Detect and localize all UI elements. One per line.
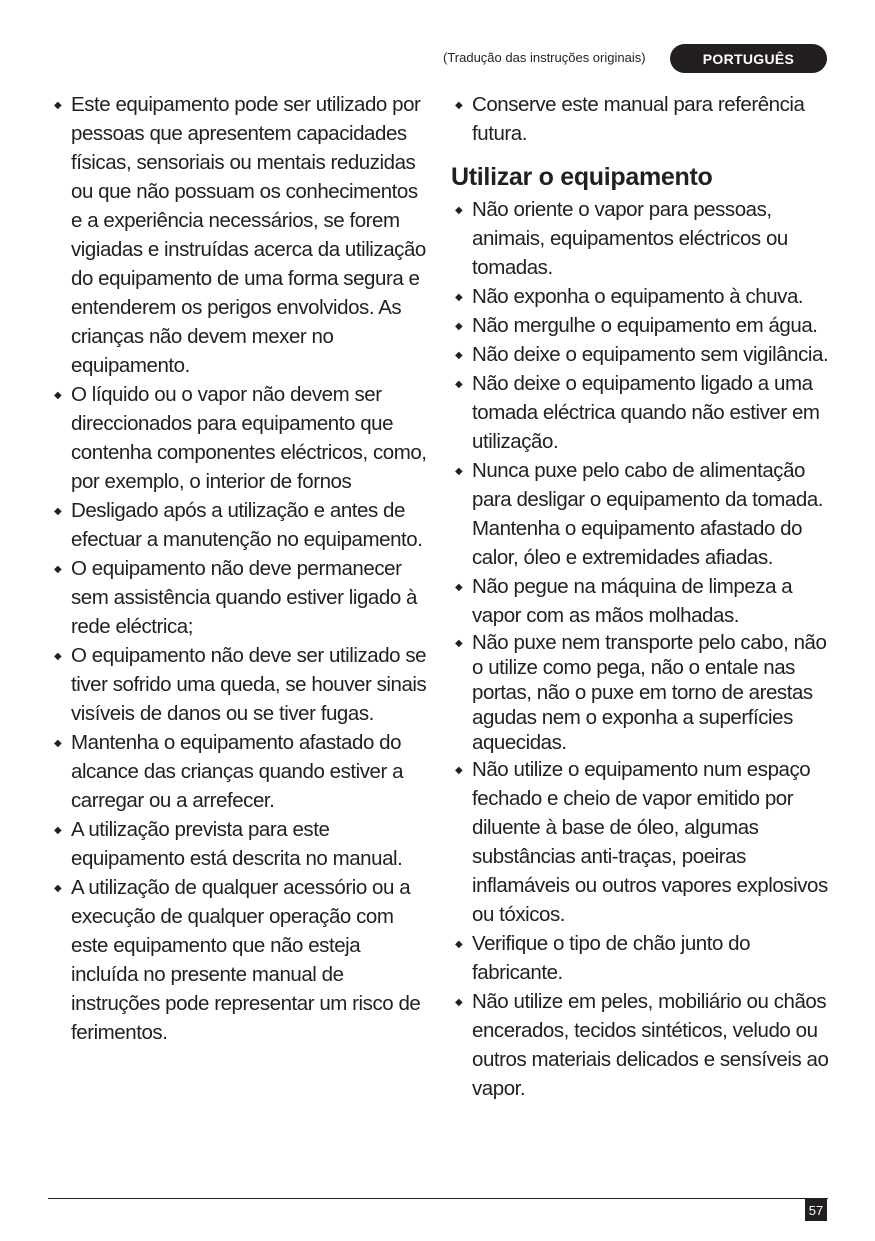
list-item: ◆ Não pegue na máquina de limpeza a vapor com as mãos molhadas. xyxy=(455,575,793,627)
safety-list-left xyxy=(50,90,430,1047)
page-number: 57 xyxy=(805,1199,827,1221)
diamond-bullet-icon: ◆ xyxy=(455,379,463,390)
usage-list xyxy=(451,195,829,1103)
diamond-bullet-icon: ◆ xyxy=(54,738,62,749)
diamond-bullet-icon: ◆ xyxy=(455,350,463,361)
list-item: ◆ Este equipamento pode ser utilizado por pessoas que apresentem capacidades físicas, sensoriais ou mentais reduzidas ou que não possuam os conhecimentos e a experiência necessários, se forem vigiadas e instruídas acerca da utilização do equipamento de uma forma segura e entenderem os perigos envolvidos. As crianças não devem mexer no equipamento. xyxy=(54,93,426,377)
translation-note: (Tradução das instruções originais) xyxy=(443,50,646,65)
diamond-bullet-icon: ◆ xyxy=(54,100,62,111)
list-item: ◆ Verifique o tipo de chão junto do fabricante. xyxy=(455,932,751,984)
footer-rule xyxy=(48,1198,828,1199)
list-item: ◆ Mantenha o equipamento afastado do alcance das crianças quando estiver a carregar ou a arrefecer. xyxy=(54,731,404,812)
diamond-bullet-icon: ◆ xyxy=(455,205,463,216)
list-item: ◆ O equipamento não deve permanecer sem assistência quando estiver ligado à rede eléctrica; xyxy=(54,557,417,638)
diamond-bullet-icon: ◆ xyxy=(54,883,62,894)
list-item: ◆ Não deixe o equipamento ligado a uma tomada eléctrica quando não estiver em utilização. xyxy=(455,372,820,453)
diamond-bullet-icon: ◆ xyxy=(455,582,463,593)
diamond-bullet-icon: ◆ xyxy=(54,564,62,575)
list-item: ◆ Conserve este manual para referência futura. xyxy=(455,93,805,145)
diamond-bullet-icon: ◆ xyxy=(455,939,463,950)
list-item: ◆ Não puxe nem transporte pelo cabo, não o utilize como pega, não o entale nas portas, não o puxe em torno de arestas agudas nem o exponha a superfícies aquecidas. xyxy=(455,631,827,754)
list-item: ◆ O líquido ou o vapor não devem ser direccionados para equipamento que contenha componentes eléctricos, como, por exemplo, o interior de fornos xyxy=(54,383,427,493)
diamond-bullet-icon: ◆ xyxy=(455,765,463,776)
diamond-bullet-icon: ◆ xyxy=(54,506,62,517)
left-column xyxy=(50,90,430,1047)
diamond-bullet-icon: ◆ xyxy=(54,825,62,836)
list-item: ◆ Nunca puxe pelo cabo de alimentação para desligar o equipamento da tomada. Mantenha o equipamento afastado do calor, óleo e extremidades afiadas. xyxy=(455,459,824,569)
diamond-bullet-icon: ◆ xyxy=(455,997,463,1008)
list-item: ◆ Não oriente o vapor para pessoas, animais, equipamentos eléctricos ou tomadas. xyxy=(455,198,788,279)
language-badge: PORTUGUÊS xyxy=(670,44,827,73)
diamond-bullet-icon: ◆ xyxy=(455,466,463,477)
section-title: Utilizar o equipamento xyxy=(451,163,713,191)
diamond-bullet-icon: ◆ xyxy=(455,321,463,332)
list-item: ◆ Desligado após a utilização e antes de efectuar a manutenção no equipamento. xyxy=(54,499,423,551)
diamond-bullet-icon: ◆ xyxy=(455,100,463,111)
intro-list xyxy=(451,90,829,148)
list-item: ◆ Não utilize o equipamento num espaço fechado e cheio de vapor emitido por diluente à base de óleo, algumas substâncias anti-traças, poeiras inflamáveis ou outros vapores explosivos ou tóxicos. xyxy=(455,758,828,926)
diamond-bullet-icon: ◆ xyxy=(54,390,62,401)
list-item: ◆ A utilização prevista para este equipamento está descrita no manual. xyxy=(54,818,403,870)
list-item: ◆ Não deixe o equipamento sem vigilância. xyxy=(451,340,829,369)
list-item: ◆ A utilização de qualquer acessório ou a execução de qualquer operação com este equipamento que não esteja incluída no presente manual de instruções pode representar um risco de ferimentos. xyxy=(54,876,421,1044)
diamond-bullet-icon: ◆ xyxy=(455,638,463,649)
list-item: ◆ Não utilize em peles, mobiliário ou chãos encerados, tecidos sintéticos, veludo ou outros materiais delicados e sensíveis ao vapor. xyxy=(455,990,829,1100)
diamond-bullet-icon: ◆ xyxy=(54,651,62,662)
right-column xyxy=(451,90,829,1103)
list-item: ◆ Não exponha o equipamento à chuva. xyxy=(451,282,829,311)
list-item: ◆ Não mergulhe o equipamento em água. xyxy=(451,311,829,340)
diamond-bullet-icon: ◆ xyxy=(455,292,463,303)
list-item: ◆ O equipamento não deve ser utilizado se tiver sofrido uma queda, se houver sinais visíveis de danos ou se tiver fugas. xyxy=(54,644,427,725)
